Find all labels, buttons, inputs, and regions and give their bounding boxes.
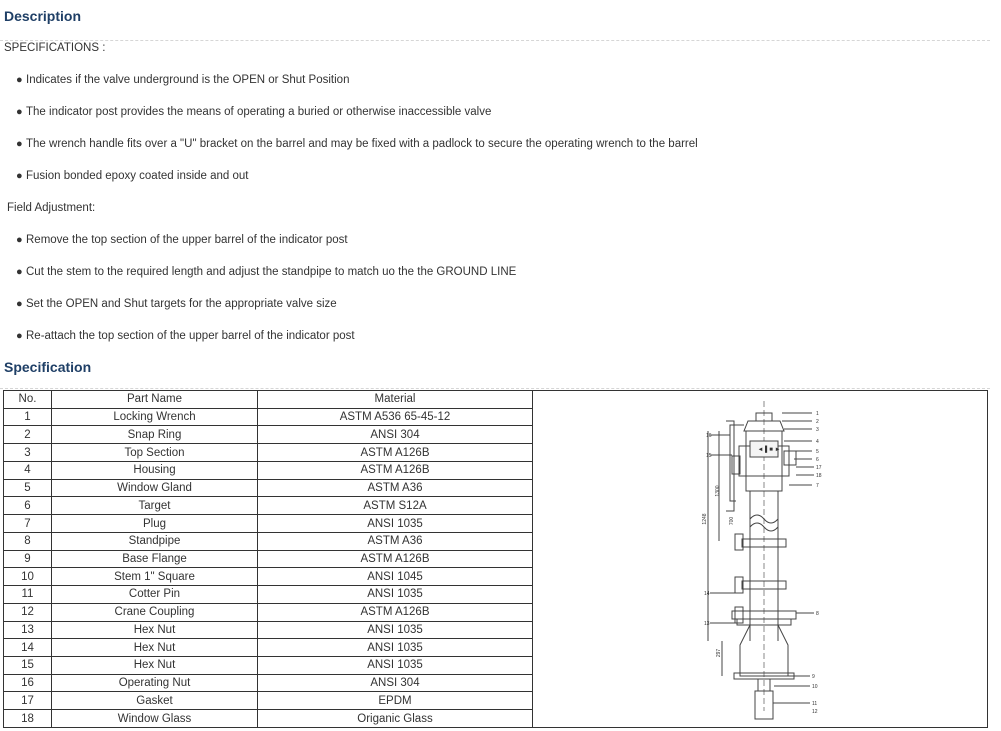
- part-name-cell: Cotter Pin: [52, 586, 258, 604]
- material-cell: ANSI 304: [258, 426, 533, 444]
- specification-title: Specification: [4, 359, 92, 375]
- material-cell: ASTM A126B: [258, 603, 533, 621]
- dimension-label: 297: [715, 648, 722, 658]
- part-name-cell: Locking Wrench: [52, 408, 258, 426]
- material-cell: ASTM A126B: [258, 550, 533, 568]
- material-cell: ASTM A36: [258, 479, 533, 497]
- part-name-cell: Base Flange: [52, 550, 258, 568]
- indicator-post-drawing: [534, 391, 987, 722]
- callout-label: 12: [811, 709, 818, 715]
- part-number-cell: 2: [4, 426, 52, 444]
- callout-label: 6: [815, 457, 819, 463]
- material-cell: ANSI 1035: [258, 639, 533, 657]
- field-bullet: ● Remove the top section of the upper barrel of the indicator post: [16, 234, 348, 246]
- field-adjustment-label: Field Adjustment:: [7, 202, 96, 214]
- callout-label: 2: [815, 419, 819, 425]
- part-name-cell: Hex Nut: [52, 657, 258, 675]
- material-cell: ASTM A536 65-45-12: [258, 408, 533, 426]
- field-bullet: ● Re-attach the top section of the upper barrel of the indicator post: [16, 330, 355, 342]
- table-header-row: [4, 391, 988, 409]
- callout-label: 1: [815, 411, 819, 417]
- material-cell: ANSI 1045: [258, 568, 533, 586]
- field-bullet: ● Set the OPEN and Shut targets for the appropriate valve size: [16, 298, 337, 310]
- description-title: Description: [4, 8, 82, 24]
- part-name-cell: Hex Nut: [52, 639, 258, 657]
- field-bullet: ● Cut the stem to the required length and adjust the standpipe to match uo the the GROUND LINE: [16, 266, 517, 278]
- part-number-cell: 6: [4, 497, 52, 515]
- material-cell: ASTM A126B: [258, 444, 533, 462]
- material-cell: ANSI 304: [258, 674, 533, 692]
- dimension-label: 700: [728, 516, 735, 526]
- specifications-label: SPECIFICATIONS :: [4, 42, 106, 54]
- part-name-cell: Window Glass: [52, 710, 258, 728]
- callout-label: 17: [815, 465, 822, 471]
- part-number-cell: 4: [4, 461, 52, 479]
- window-indicator-mark: ◄ ▌■ ►: [756, 447, 781, 453]
- callout-label: 3: [815, 427, 819, 433]
- material-cell: Origanic Glass: [258, 710, 533, 728]
- part-name-cell: Gasket: [52, 692, 258, 710]
- part-number-cell: 14: [4, 639, 52, 657]
- callout-label: 14: [703, 591, 710, 597]
- part-number-cell: 7: [4, 515, 52, 533]
- part-number-cell: 1: [4, 408, 52, 426]
- part-number-cell: 16: [4, 674, 52, 692]
- description-divider: [0, 40, 990, 41]
- dimension-label: 1300: [714, 485, 721, 497]
- part-name-cell: Standpipe: [52, 532, 258, 550]
- callout-label: 11: [811, 701, 817, 707]
- header-no: No.: [4, 391, 52, 409]
- part-name-cell: Snap Ring: [52, 426, 258, 444]
- specification-table: [3, 390, 988, 728]
- part-number-cell: 15: [4, 657, 52, 675]
- part-name-cell: Housing: [52, 461, 258, 479]
- part-name-cell: Crane Coupling: [52, 603, 258, 621]
- part-number-cell: 5: [4, 479, 52, 497]
- part-name-cell: Operating Nut: [52, 674, 258, 692]
- part-number-cell: 13: [4, 621, 52, 639]
- part-name-cell: Plug: [52, 515, 258, 533]
- spec-bullet: ● Indicates if the valve underground is the OPEN or Shut Position: [16, 74, 350, 86]
- material-cell: ANSI 1035: [258, 621, 533, 639]
- part-name-cell: Hex Nut: [52, 621, 258, 639]
- material-cell: ANSI 1035: [258, 657, 533, 675]
- dimension-label: 1248: [701, 513, 708, 525]
- part-name-cell: Stem 1" Square: [52, 568, 258, 586]
- material-cell: ASTM A126B: [258, 461, 533, 479]
- callout-label: 13: [703, 621, 710, 627]
- spec-bullet: ● The wrench handle fits over a "U" bracket on the barrel and may be fixed with a padlock to secure the operating wrench to the barrel: [16, 138, 698, 150]
- part-number-cell: 3: [4, 444, 52, 462]
- callout-label: 10: [811, 684, 818, 690]
- callout-label: 7: [815, 483, 819, 489]
- callout-label: 16: [705, 433, 712, 439]
- header-part-name: Part Name: [52, 391, 258, 409]
- assembly-drawing-cell: [533, 391, 988, 728]
- callout-label: 4: [815, 439, 819, 445]
- callout-label: 8: [815, 611, 819, 617]
- part-number-cell: 12: [4, 603, 52, 621]
- part-number-cell: 10: [4, 568, 52, 586]
- spec-bullet: ● The indicator post provides the means of operating a buried or otherwise inaccessible valve: [16, 106, 492, 118]
- part-number-cell: 18: [4, 710, 52, 728]
- part-name-cell: Top Section: [52, 444, 258, 462]
- part-number-cell: 9: [4, 550, 52, 568]
- part-number-cell: 17: [4, 692, 52, 710]
- part-number-cell: 11: [4, 586, 52, 604]
- header-material: Material: [258, 391, 533, 409]
- callout-label: 18: [815, 473, 822, 479]
- part-name-cell: Window Gland: [52, 479, 258, 497]
- part-number-cell: 8: [4, 532, 52, 550]
- callout-label: 9: [811, 674, 815, 680]
- callout-label: 15: [705, 453, 712, 459]
- material-cell: ANSI 1035: [258, 586, 533, 604]
- specification-divider: [0, 388, 990, 389]
- material-cell: ANSI 1035: [258, 515, 533, 533]
- part-name-cell: Target: [52, 497, 258, 515]
- material-cell: EPDM: [258, 692, 533, 710]
- callout-label: 5: [815, 449, 819, 455]
- material-cell: ASTM A36: [258, 532, 533, 550]
- spec-bullet: ● Fusion bonded epoxy coated inside and out: [16, 170, 249, 182]
- material-cell: ASTM S12A: [258, 497, 533, 515]
